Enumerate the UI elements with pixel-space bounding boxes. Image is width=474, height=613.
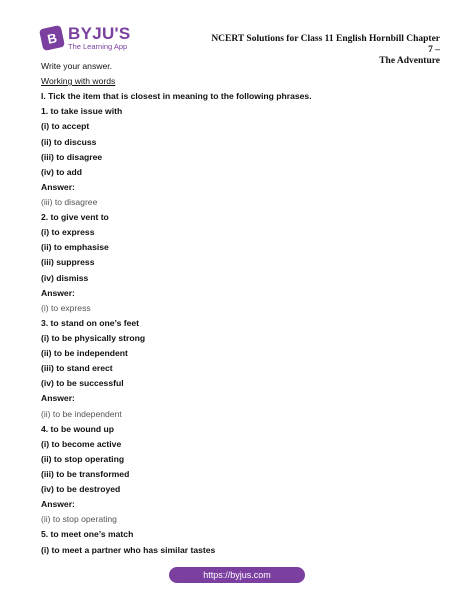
logo-mark-icon: B (39, 25, 65, 51)
footer-link[interactable]: https://byjus.com (169, 567, 305, 583)
logo-name: BYJU'S (68, 24, 131, 43)
document-line: 4. to be wound up (41, 423, 115, 434)
document-line: (ii) to be independent (41, 348, 128, 359)
document-title-line-1: NCERT Solutions for Class 11 English Hornbill Chapter 7 – (211, 34, 440, 55)
document-line: Write your answer. (41, 61, 113, 71)
document-line: (i) to accept (41, 121, 90, 132)
document-line: (iii) to disagree (41, 151, 103, 162)
document-line: (iii) to stand erect (41, 363, 113, 374)
document-line: (iv) to be destroyed (41, 484, 121, 495)
document-line: (iv) to be successful (41, 378, 124, 389)
byjus-logo (41, 25, 131, 51)
logo-tagline: The Learning App (68, 42, 128, 51)
answer-text: (i) to express (41, 302, 91, 313)
document-line: Answer: (41, 287, 75, 298)
answer-text: (iii) to disagree (41, 196, 98, 207)
document-line: Answer: (41, 499, 75, 510)
document-line: 3. to stand on one’s feet (41, 317, 140, 328)
document-line: (iii) to be transformed (41, 468, 130, 479)
document-line: Answer: (41, 181, 75, 192)
document-line: (ii) to stop operating (41, 453, 125, 464)
section-heading: Working with words (41, 76, 116, 87)
document-body (41, 59, 441, 558)
document-line: Answer: (41, 393, 75, 404)
answer-text: (ii) to be independent (41, 408, 122, 419)
document-line: 1. to take issue with (41, 106, 123, 117)
document-line: 5. to meet one’s match (41, 529, 134, 540)
document-line: 2. to give vent to (41, 212, 109, 223)
document-line: (i) to express (41, 227, 95, 238)
document-line: I. Tick the item that is closest in meaning to the following phrases. (41, 91, 312, 102)
logo-text (68, 25, 131, 51)
document-line: (i) to meet a partner who has similar tastes (41, 544, 216, 555)
document-title-line-2: The Adventure (379, 56, 440, 66)
document-line: (i) to be physically strong (41, 332, 146, 343)
document-line: (ii) to emphasise (41, 242, 109, 253)
document-line: (i) to become active (41, 438, 122, 449)
document-line: (iv) to add (41, 166, 83, 177)
document-line: (iii) suppress (41, 257, 95, 268)
answer-text: (ii) to stop operating (41, 514, 117, 525)
document-line: (ii) to discuss (41, 136, 97, 147)
document-line: (iv) dismiss (41, 272, 89, 283)
